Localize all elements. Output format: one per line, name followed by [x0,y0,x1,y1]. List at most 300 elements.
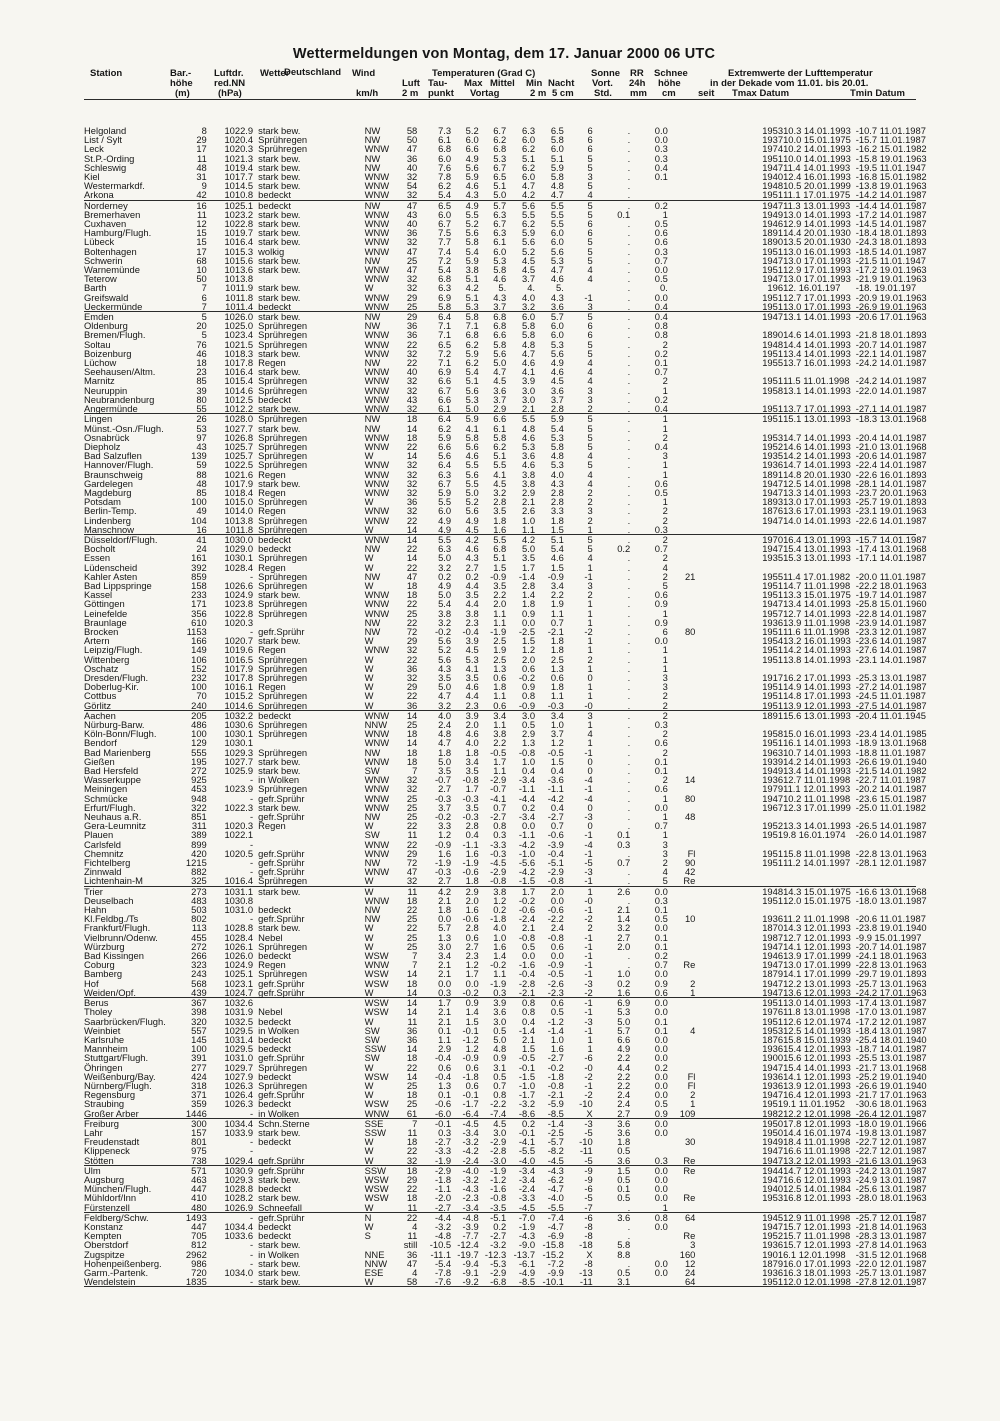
temp-max: -2.9 [490,1136,507,1148]
weather: gefr.Sprühr [258,792,305,804]
bar-height: 195 [191,755,207,767]
tmin-record: -19.7 14.01.1987 [855,589,927,601]
temp-max: 0.7 [493,1079,507,1091]
tmax-record: 10.2 11.01.1998 [783,792,851,804]
temp-min: 2.8 [550,486,564,498]
pressure: 1028.8 [224,922,254,934]
temp-min: 0.6 [550,940,564,952]
tmin-record: -24.2 17.01.1963 [855,986,927,998]
wind-speed: 11 [407,1230,418,1242]
tmin-record: -25.0 11.01.1982 [855,801,926,813]
station-name: Warnemünde [84,264,140,276]
tmin-record: -23.1 14.01.1987 [855,653,927,665]
wind-speed: 32 [406,375,418,387]
temp-mean: 0.0 [522,820,536,832]
record-since: 1935 [762,450,784,462]
weather: Schn.Sterne [253,1118,365,1128]
bar-height: 277 [191,1061,207,1073]
precipitation: 2 [662,570,668,582]
snow-depth [668,581,696,590]
temp-air: -4.4 [417,1212,451,1222]
temp-max: -0.8 [490,1192,507,1204]
record-since: 1947 [762,598,784,610]
temp-max: 3.6 [493,1006,507,1018]
temp-min: 4.7 [550,189,564,201]
station-name: Aachen [84,710,182,720]
sunshine: 5.0 [617,1015,631,1027]
record-since: 1974 [762,143,784,155]
wind-direction: NW [365,200,398,210]
precipitation: 1 [662,811,668,823]
tmax-record: 9.1 11.01.1952 [783,1098,845,1110]
wind-speed: 18 [406,1192,418,1204]
pressure: 1031.0 [224,1052,254,1064]
spacer-cell [695,386,733,395]
wind-speed: 22 [406,838,418,850]
tmin-record: -16.8 15.01.1982 [855,171,927,183]
temp-night: -5 [584,1154,593,1166]
tmin-record: -20.6 17.01.1963 [855,311,927,323]
temp-air: 0.1 [438,1089,452,1101]
pressure: 1015.3 [224,245,254,257]
station-name: Deuselbach [84,894,134,906]
station-name: Gera-Leumnitz [84,820,147,832]
wind-direction: WNW [364,737,390,749]
bar-height: 31 [196,171,207,183]
temp-mean: 4.0 [522,291,536,303]
temp-night: 2 [587,403,593,415]
spacer-cell [695,609,733,618]
snow-depth [668,386,696,395]
temp-mean: 1.5 [522,1043,536,1055]
temp-night: 3 [564,710,593,720]
station-name: Angermünde [84,403,138,415]
temp-min: 6.0 [550,227,564,239]
temp-max: 3.5 [493,505,507,517]
bar-height: 975 [191,1145,207,1157]
station-name: Hof [84,977,99,989]
temp-max: 1.4 [493,950,507,962]
bottom-rule-cell [84,1287,916,1289]
precipitation: 0.2 [654,393,668,405]
wind-speed: 29 [397,312,417,322]
wind-direction: SW [364,1052,380,1064]
tmin-record: -24.5 11.01.1987 [855,690,926,702]
tmax-record: 14.8 20.01.1930 [783,468,851,480]
precipitation: 0.7 [654,820,668,832]
tmax-record: 13.0 17.01.1993 [783,496,851,508]
tmax-record: 12.7 14.01.1993 [783,607,851,619]
wind-direction: WNW [364,208,390,220]
weather: gefr.Sprühr [258,1154,305,1166]
pressure: 1025.7 [224,440,254,452]
record-since: 1967 [762,801,784,813]
tmax-record: 12.9 11.01.1998 [783,1212,856,1222]
bar-height: 367 [182,998,207,1008]
spacer-cell [695,979,733,988]
temp-mean: 5.9 [522,227,536,239]
dew-point: -0.1 [462,1024,479,1036]
tmax-record: 13.2 16.01.1993 [783,635,851,647]
dew-point: 0.6 [465,931,479,943]
pressure: 1031.4 [224,1033,254,1045]
sunshine: . [627,366,631,378]
record-since: 1951 [762,857,784,869]
dew-point: 0.4 [465,829,479,841]
temp-air: 7.4 [438,245,452,257]
dew-point: 4.6 [465,450,479,462]
temp-min: 1.3 [550,662,564,674]
sunshine: 3.6 [617,1154,631,1166]
tmin-record: -29.7 19.01.1893 [855,968,927,980]
snow-depth [668,1007,696,1016]
snow-depth [668,190,696,200]
temp-min: -6.9 [547,1230,564,1242]
temp-air: 7.7 [438,236,452,248]
tmin-record: -27.2 14.01.1987 [855,681,927,693]
temp-min: 0.5 [550,1006,564,1018]
wind-speed: 36 [406,152,418,164]
wind-direction: NW [365,312,398,322]
station-name: Leck [84,143,104,155]
snow-depth: Re [683,875,696,887]
weather: stark bew. [258,264,301,276]
dew-point: 5.1 [465,273,479,285]
temp-night: 1 [587,598,593,610]
spacer-cell [695,1212,733,1222]
wind-speed: 22 [406,1061,418,1073]
station-name: Carlsfeld [84,838,121,850]
record-since: 1979 [762,783,784,795]
temp-mean: 4.5 [522,264,536,276]
temp-mean: 4.6 [522,431,536,443]
wind-direction: NW [364,254,381,266]
tmin-record: -21.7 13.01.1968 [855,1061,927,1073]
temp-night: -0 [584,894,593,906]
wind-direction: WNW [364,227,390,239]
temp-night: 1 [587,616,593,628]
wind-speed: 14 [406,523,418,535]
precipitation: 0.0 [654,922,668,934]
temp-night: 6 [587,227,593,239]
wind-direction: WNW [364,291,390,303]
temp-air: 5.7 [438,922,452,934]
tmin-record: -23.9 14.01.1987 [855,616,927,628]
tmin-record: -18.0 13.01.1987 [855,894,927,906]
bar-height: 232 [191,671,207,683]
temp-night: 0 [587,801,593,813]
weather: in Wolken [258,1024,300,1036]
wind-speed: 47 [397,200,417,210]
temp-air: 7.1 [438,329,452,341]
bar-height: 23 [196,366,207,378]
wind-direction: WNW [364,894,390,906]
temp-min: 3.4 [550,579,564,591]
tmin-record: -28.0 18.01.1963 [855,1192,927,1204]
temp-mean: -5.5 [518,1145,536,1157]
pressure: 1028.0 [207,414,253,424]
weather: bedeckt [258,543,291,555]
temp-night: 5 [564,200,593,210]
temp-max: 6.1 [493,236,507,248]
sunshine: . [627,273,631,285]
temp-min: 5.9 [550,161,564,173]
temp-air: 5.6 [438,635,452,647]
spacer-cell [695,748,733,757]
header-extrem1: Extremwerte der Lufttemperatur [728,68,873,79]
tmax-record: 10.3 14.01.1993 [783,125,851,136]
wind-direction: W [364,552,374,564]
temp-mean: 5.6 [522,236,536,248]
temp-mean: 6.0 [506,312,535,322]
temp-min: 4.6 [550,366,564,378]
wind-direction: WNW [364,477,390,489]
temp-air: 2.9 [438,1043,452,1055]
record-since: 1952 [762,440,784,452]
pressure: 1011.8 [225,291,254,303]
record-since: 1949 [762,208,784,220]
wind-direction: WNW [364,774,390,786]
tmin-record: -24.2 13.01.1987 [855,1164,927,1176]
record-since: 1950 [762,1126,784,1138]
record-since: 1951 [762,699,784,711]
pressure: 1025.9 [224,765,254,777]
spacer-cell [695,775,733,784]
temp-mean: 2.9 [522,728,536,740]
record-since: 1936 [762,1266,784,1278]
dew-point: 3.5 [465,801,479,813]
wind-direction: NW [364,320,381,332]
table-row [84,1277,916,1287]
pressure: 1011.8 [225,523,254,535]
snow-depth [668,414,696,424]
dew-point: 3.5 [465,589,479,601]
wind-speed: 22 [406,820,418,832]
wind-direction: WNW [364,273,390,285]
bar-height: 8 [201,125,207,136]
snow-depth [668,729,696,738]
record-since: 1951 [762,189,784,201]
temp-max: -6.8 [490,1276,507,1288]
weather: stark bew. [258,1257,301,1269]
temp-night: -10 [579,1098,593,1110]
temp-min: 1.2 [550,737,564,749]
pressure: 1021.6 [224,468,254,480]
bar-height: 70 [196,690,207,702]
dew-point: 3.8 [465,264,479,276]
record-since: 1936 [762,774,784,786]
temp-max: 5.0 [493,189,507,201]
bar-height: 17 [196,143,207,155]
pressure: 1020.3 [224,143,254,155]
bar-height: 49 [196,505,207,517]
spacer-cell [695,923,733,932]
bar-height: 139 [191,450,207,462]
temp-air: 4.9 [438,523,452,535]
spacer-cell [695,506,733,515]
header-extrem2: in der Dekade vom 11.01. bis 20.01. [710,78,869,89]
station-name: Klippeneck [84,1145,130,1157]
temp-max: 5.0 [493,357,507,369]
wind-speed: 22 [406,922,418,934]
tmin-record [856,867,916,876]
temp-air: 5.0 [438,681,452,693]
snow-depth [668,1035,696,1044]
sunshine: . [627,477,631,489]
dew-point: 6.2 [465,338,479,350]
tmin-record: -10.7 11.01.1987 [855,125,926,136]
temp-min: -0.3 [547,699,564,711]
weather: stark bew. [258,1126,301,1138]
sunshine: 5.7 [617,1024,631,1036]
wind-speed: 18 [397,414,417,424]
spacer-cell [695,803,733,812]
precipitation: 0.0 [654,1033,668,1045]
tmin-record: -27.8 14.01.1963 [855,1239,927,1251]
tmin-record: -28.1 14.01.1987 [855,477,927,489]
temp-min: 3.3 [550,505,564,517]
wind-direction: WNW [364,366,390,378]
tmin-record: -26.6 19.01.1940 [855,1079,927,1091]
pressure: 1031.1 [207,886,253,896]
pressure: 1026.1 [224,940,254,952]
spacer-cell [695,581,733,590]
sunshine: . [627,699,631,711]
spacer-cell [695,283,733,292]
temp-mean: 0.6 [522,662,536,674]
bar-height: 5 [201,329,207,341]
pressure: 1030.1 [224,737,254,749]
record-since: 1876 [762,505,784,517]
dew-point: 0.2 [465,570,479,582]
temp-night: -1 [584,291,593,303]
tmax-record: 15.4 13.01.1993 [783,543,851,555]
dew-point: 4.6 [465,543,479,555]
snow-depth [668,553,696,562]
temp-max: 5.8 [493,338,507,350]
weather: stark bew. [258,1239,301,1251]
precipitation: 2 [662,690,668,702]
wind-direction: W [364,1154,374,1166]
snow-depth [668,172,696,181]
wind-direction: WNW [364,338,390,350]
temp-min: -0.9 [547,570,564,582]
precipitation: 0.7 [654,366,668,378]
bar-height: 948 [191,792,207,804]
sunshine: . [627,189,631,201]
weather: Sprühregen [258,496,308,508]
temp-min: 4.8 [550,180,564,192]
station-name: Göttingen [84,598,125,610]
bar-height: 46 [196,347,207,359]
wind-direction: NW [364,161,381,173]
sunshine: . [627,746,631,758]
spacer-cell [695,840,733,849]
temp-max: 1.1 [493,968,507,980]
bar-height: 1493 [182,1212,207,1222]
bar-height: 59 [196,459,207,471]
tmax-record: 13.0 14.01.1993 [783,998,856,1008]
sunshine: 5.3 [617,1006,631,1018]
record-since: 1879 [762,1257,784,1269]
pressure: 1031.0 [224,904,254,916]
temp-min: -0.9 [547,959,564,971]
station-name: Boltenhagen [84,245,137,257]
table-row [84,1203,916,1213]
temp-min: 5.3 [550,459,564,471]
sunshine: . [627,347,631,359]
temp-mean: -3.3 [518,1192,536,1204]
pressure: 1025.1 [224,968,254,980]
wind-direction: W [364,986,374,998]
temp-max: 1.2 [493,894,507,906]
wind-direction: WNW [364,329,390,341]
temp-night: X [586,1248,593,1260]
sunshine: . [627,431,631,443]
tmax-record: 10.7 14.01.1993 [783,746,851,758]
dew-point: 4.3 [465,189,479,201]
temp-min: 3.7 [550,728,564,740]
sunshine: . [627,552,631,564]
dew-point: 4.1 [465,422,479,434]
tmax-record: 13.1 14.01.1993 [783,312,856,322]
temp-max: 6.1 [493,422,507,434]
tmin-record: -24.2 14.01.1987 [855,375,927,387]
precipitation: 2 [662,505,668,517]
sunshine: . [627,625,631,637]
sunshine: . [627,300,631,312]
temp-mean: 6.0 [522,171,536,183]
tmin-record: -21.8 18.01.1893 [855,329,927,341]
wind-direction: SW [364,1024,380,1036]
precipitation: 0.4 [630,312,668,322]
temp-night: 6 [587,320,593,332]
tmax-record: 13.8 14.01.1993 [783,653,851,665]
sunshine: . [593,200,631,210]
wind-direction: NW [364,746,381,758]
wind-speed: 32 [406,282,418,294]
pressure: 1014.6 [224,699,254,711]
spacer-cell [695,812,733,821]
temp-min: -5.1 [547,857,564,869]
temp-mean: 0.4 [522,1015,536,1027]
temp-air: 0.6 [438,1061,452,1073]
record-since: 1947 [762,273,784,285]
sunshine: . [627,662,631,674]
tmin-record: -20.9 19.01.1963 [855,291,927,303]
snow-depth [668,645,696,654]
tmax-record: 17.8 12.01.1993 [783,1118,856,1128]
temp-min: 4.6 [550,552,564,564]
weather: gefr.Sprühr [258,857,305,869]
bar-height: 273 [182,886,207,896]
weather: Regen [258,644,286,656]
station-name: Feldberg/Schw. [84,1212,182,1222]
weather: Sprühregen [258,431,308,443]
dew-point: 1.2 [465,959,479,971]
spacer-cell [695,1072,733,1081]
bar-height: 371 [191,1089,207,1101]
bar-height: 272 [191,940,207,952]
temp-night: -13 [579,1266,593,1278]
bar-height: 323 [191,959,207,971]
temp-max: 2.8 [493,496,507,508]
wind-direction: W [364,922,374,934]
wind-speed: 14 [406,737,418,749]
bar-height: 463 [191,1173,207,1185]
temp-night: -1 [584,1006,593,1018]
bar-height: 812 [191,1239,207,1251]
